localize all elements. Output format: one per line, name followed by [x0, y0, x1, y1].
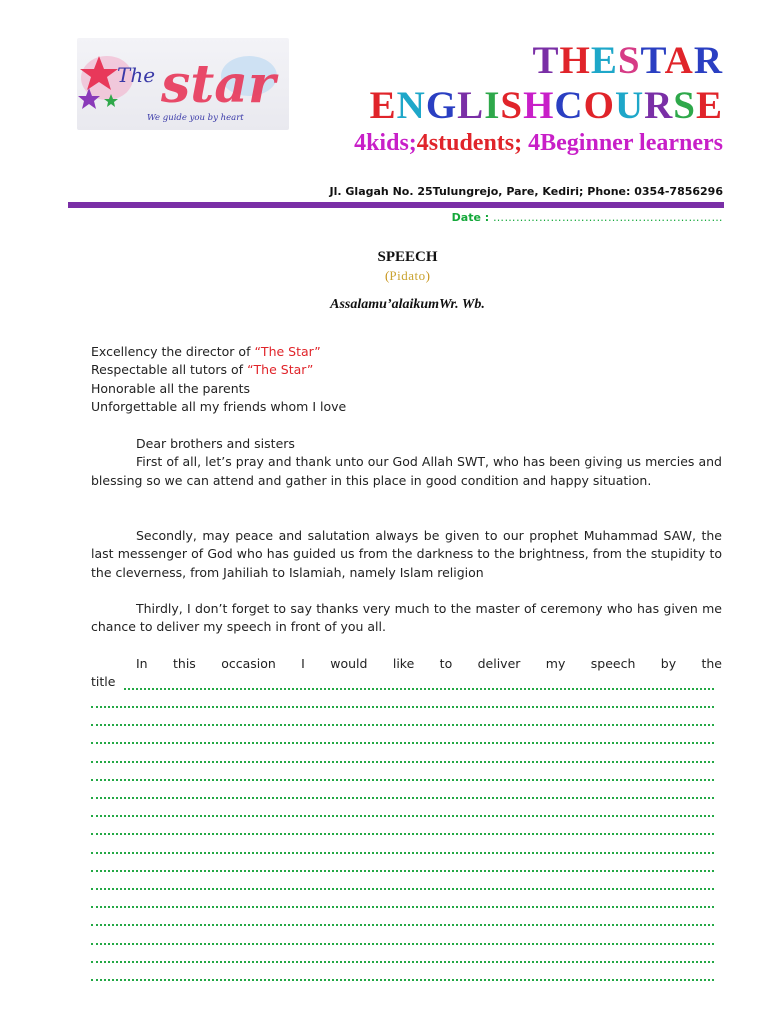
opening-greeting: Assalamu’alaikumWr. Wb. — [330, 297, 485, 312]
englishcourse-letter-10: R — [644, 84, 674, 127]
salutation-tutors-text: Respectable all tutors of — [91, 362, 248, 378]
thestar-letter-4: T — [640, 39, 665, 82]
logo-tagline: We guide you by heart — [147, 113, 244, 123]
date-label: Date : — [451, 211, 490, 224]
date-blank[interactable]: …………………………………………………… — [493, 211, 723, 224]
writing-line[interactable] — [91, 860, 714, 872]
writing-line[interactable] — [91, 787, 714, 799]
writing-line[interactable] — [91, 714, 714, 726]
salutation-tutors-star: “The Star” — [247, 362, 314, 378]
thestar-letter-6: R — [693, 39, 723, 82]
document-title: SPEECH — [377, 249, 438, 265]
date-field[interactable] — [452, 211, 723, 224]
subtitle-word: Pidato — [389, 268, 426, 283]
subtitle-close-paren: ) — [425, 268, 430, 283]
tagline-beginner: 4Beginner learners — [528, 130, 723, 156]
star-logo — [77, 38, 289, 130]
salutation-director-star: “The Star” — [254, 344, 321, 359]
paragraph-first: First of all, let’s pray and thank unto our God Allah SWT, who has been giving us mercies and blessing so we can attend and gather in this place in good condition and happy situation. — [91, 454, 722, 488]
paragraph-second-wrap — [91, 527, 722, 582]
subtitle-open-paren: ( — [385, 268, 390, 283]
salutations — [91, 343, 722, 417]
writing-line[interactable] — [91, 951, 714, 963]
englishcourse-letter-6: H — [523, 84, 555, 127]
logo-word-the: The — [117, 63, 156, 87]
englishcourse-letter-12: E — [695, 84, 723, 127]
paragraph-third: Thirdly, I don’t forget to say thanks very much to the master of ceremony who has given me chance to deliver my speech in front of you all. — [91, 601, 722, 635]
writing-line[interactable] — [91, 823, 714, 835]
title-blank[interactable] — [124, 678, 714, 690]
address-line: Jl. Glagah No. 25Tulungrejo, Pare, Kediri; Phone: 0354-7856296 — [329, 185, 723, 198]
writing-line[interactable] — [91, 878, 714, 890]
writing-line[interactable] — [91, 751, 714, 763]
logo-word-star: star — [161, 54, 276, 115]
englishcourse-letter-8: O — [583, 84, 615, 127]
salutation-friends: Unforgettable all my friends whom I love — [91, 399, 347, 415]
writing-line[interactable] — [91, 842, 714, 854]
englishcourse-letter-3: L — [457, 84, 485, 127]
dear-line: Dear brothers and sisters — [136, 436, 295, 451]
title-word: title — [91, 674, 116, 689]
writing-line[interactable] — [91, 933, 714, 945]
writing-line[interactable] — [91, 805, 714, 817]
header-divider — [68, 202, 724, 208]
englishcourse-letter-4: I — [484, 84, 501, 127]
tagline-students: 4students; — [416, 130, 523, 156]
englishcourse-letter-0: E — [369, 84, 397, 127]
writing-line[interactable] — [91, 696, 714, 708]
writing-line[interactable] — [91, 769, 714, 781]
englishcourse-letter-5: S — [500, 84, 524, 127]
salutation-parents: Honorable all the parents — [91, 380, 251, 396]
paragraph-dear — [91, 435, 722, 490]
writing-line[interactable] — [91, 896, 714, 908]
englishcourse-letter-11: S — [673, 84, 696, 127]
paragraph-fourth-wrap — [91, 655, 722, 673]
englishcourse-letter-1: N — [396, 84, 426, 127]
thestar-letter-3: S — [617, 39, 641, 82]
salutation-director — [91, 343, 722, 361]
document-subtitle — [0, 268, 768, 284]
writing-line[interactable] — [91, 969, 714, 981]
brand-tagline — [303, 128, 723, 158]
thestar-letter-5: A — [664, 39, 694, 82]
salutation-tutors — [91, 361, 722, 379]
writing-line[interactable] — [91, 732, 714, 744]
englishcourse-letter-2: G — [425, 84, 458, 127]
thestar-letter-2: E — [590, 39, 618, 82]
writing-line[interactable] — [91, 914, 714, 926]
tagline-kids: 4kids; — [354, 130, 417, 156]
thestar-letter-0: T — [532, 39, 560, 82]
paragraph-second: Secondly, may peace and salutation always be given to our prophet Muhammad SAW, the last messenger of God who has guided us from the darkness to the brightness, from the stupidity to the cleverness, from Jahiliah to Islamiah, namely Islam religion — [91, 528, 722, 580]
brand-title-englishcourse — [370, 86, 723, 125]
salutation-director-text: Excellency the director of — [91, 344, 255, 359]
paragraph-fourth: In this occasion I would like to deliver my speech by the — [136, 656, 722, 671]
paragraph-third-wrap — [91, 600, 722, 637]
thestar-letter-1: H — [559, 39, 591, 82]
brand-title-thestar — [532, 41, 723, 80]
englishcourse-letter-7: C — [554, 84, 584, 127]
englishcourse-letter-9: U — [614, 84, 645, 127]
